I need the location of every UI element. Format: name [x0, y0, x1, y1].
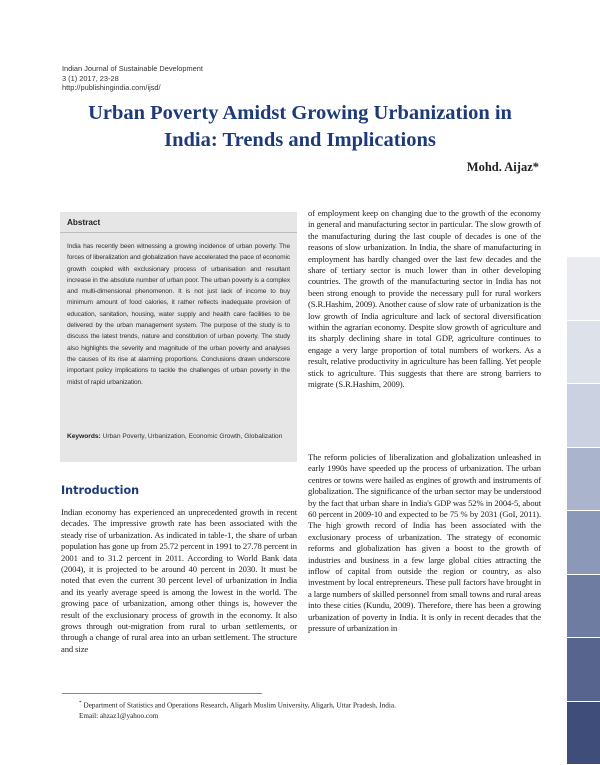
title-line-1: Urban Poverty Amidst Growing Urbanization in [88, 102, 512, 124]
abstract-box [60, 212, 297, 462]
side-bar-block [567, 638, 600, 701]
keywords [67, 431, 290, 442]
journal-info [62, 64, 203, 93]
side-bar-block [567, 702, 600, 765]
side-bar-block [567, 257, 600, 320]
abstract-body: India has recently been witnessing a growing incidence of urban poverty. The forces of liberalization and globalization have accelerated the pace of economic growth coupled with exclusionary process of urbanisation and resultant increase in the absolute number of urban poor. The urban poverty is a complex and multi-dimensional phenomenon. It is not just lack of income to buy minimum amount of food calories, it rather reflects inadequate provision of education, sanitation, housing, water supply and health care facilities to be delivered by the urban management system. The purpose of the study is to discuss the latest trends, nature and constitution of urban poverty. The study also highlights the severity and magnitude of the urban poverty and analyses the causes of its rise at alarming proportions. Conclusions drawn underscore important policy implications to tackle the challenges of urban poverty in the midst of rapid urbanization. [67, 243, 290, 386]
keywords-list: Urban Poverty, Urbanization, Economic Growth, Globalization [102, 433, 283, 440]
introduction-heading: Introduction [61, 484, 140, 497]
footnote-affiliation-text: Department of Statistics and Operations Research, Aligarh Muslim University, Aligarh, Uttar Pradesh, India. [83, 701, 396, 710]
keywords-label: Keywords: [67, 433, 101, 440]
side-bar-block [567, 321, 600, 384]
footnote-marker: * [79, 700, 82, 706]
abstract-heading: Abstract [67, 218, 101, 227]
side-bar-block [567, 384, 600, 447]
author-name: Mohd. Aijaz* [466, 160, 539, 174]
journal-issue: 3 (1) 2017, 23-28 [62, 73, 119, 83]
side-bar-block [567, 448, 600, 511]
right-column-paragraph-2: The reform policies of liberalization and globalization unleashed in early 1990s have speeded up the process of urbanization. The urban centres or towns were hailed as engines of growth and instruments of globalization. The significance of the urban sector may be understood by the fact that urban share in India's GDP was 52% in 2004-5, about 60 percent in 2009-10 and expected to be 75 % by 2031 (GoI, 2011). The high growth record of India has been associated with the exclusionary process of urbanization. The strategy of economic reforms and globalization has given a boost to the growth of industries and business in a few large global cities attracting the inflow of capital from outside the region or country, as also investment by local entrepreneurs. These pull factors have brought in a large numbers of skilled personnel from small towns and rural areas into these cities (Kundu, 2009). Therefore, there has been a growing urbanization of poverty in India. It is only in recent decades that the pressure of urbanization in [308, 452, 542, 634]
title-line-2: India: Trends and Implications [164, 129, 436, 151]
footnote-affiliation [70, 698, 545, 711]
footnote-email[interactable]: Email: ahzaz1@yahoo.com [79, 712, 159, 721]
journal-name: Indian Journal of Sustainable Development [62, 64, 203, 73]
footnote-divider [62, 693, 262, 694]
introduction-body: Indian economy has experienced an unprecedented growth in recent decades. The impressive growth rate has been associated with the steady rise of urbanization. As indicated in table-1, the share of urban population has gone up from 25.72 percent in 1991 to 27.78 percent in 2001 and to 31.2 percent in 2011. According to World Bank data (2004), it is projected to be around 40 percent in 2030. It must be noted that even the current 30 percent level of urbanization in India and its yearly average speed is among the lowest in the world. The growing pace of urbanization, among other things is, however the result of the exclusionary process of growth in the economy. It also grows through out-migration from rural to urban settlements, or through a change of rural area into an urban settlement. The structure and size [61, 507, 297, 654]
footnote [70, 698, 545, 722]
side-bar-block [567, 511, 600, 574]
decorative-side-bar [567, 257, 600, 765]
side-bar-block [567, 575, 600, 638]
right-column-paragraph-1: of employment keep on changing due to the growth of the economy in general and manufacturing sector in particular. The slow growth of the manufacturing during the last couple of decades is one of the reasons of slow urbanization. In India, the share of manufacturing in employment has hardly changed over the last few decades and the share of tertiary sector is much lower than in other developing countries. The growth of the manufacturing sector in India has not been strong enough to provide the necessary pull for rural workers (S.R.Hashim, 2009). Another cause of slow rate of urbanization is the low growth of India agriculture and lack of sectoral diversification within the agrarian economy. Despite slow growth of agriculture and its sharply declining share in total GDP, agriculture continues to engage a very large proportion of total numbers of workers. As a result, relative productivity in agriculture has been falling. Yet people stick to agriculture. This suggests that there are strong barriers to migrate (S.R.Hashim, 2009). [308, 208, 541, 390]
journal-url[interactable]: http://publishingindia.com/ijsd/ [62, 83, 161, 93]
abstract-divider [60, 232, 297, 233]
paper-title [60, 100, 540, 154]
